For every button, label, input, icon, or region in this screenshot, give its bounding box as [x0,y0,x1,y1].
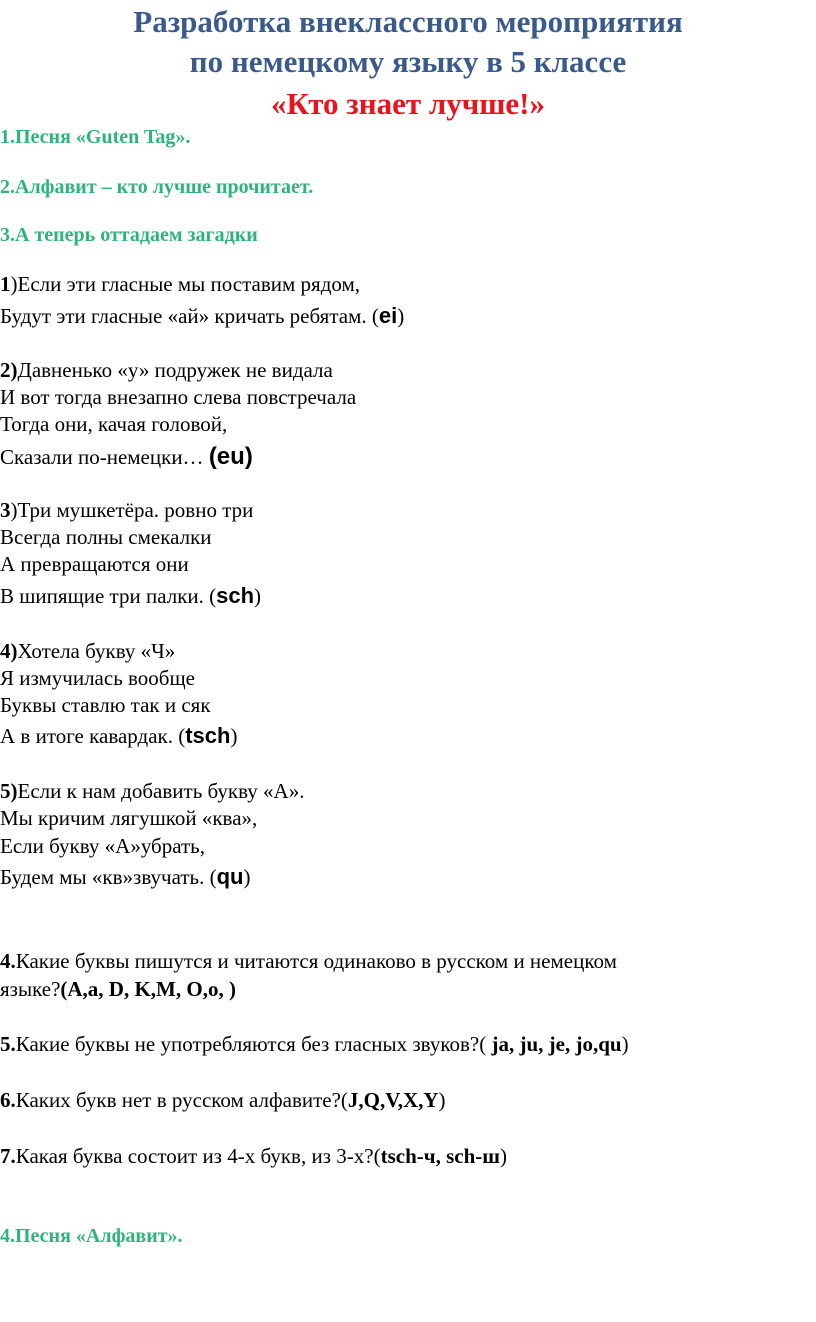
question-6-answer: J,Q,V,X,Y [347,1088,439,1112]
riddle-3-line-4: В шипящие три палки. (sch) [0,583,262,608]
riddle-2-line-1: 2)Давненько «у» подружек не видала [0,358,333,382]
riddle-5-line-3: Если букву «А»убрать, [0,834,206,858]
riddle-2-line-2: И вот тогда внезапно слева повстречала [0,385,357,409]
riddle-5-line-1: 5)Если к нам добавить букву «А». [0,779,305,803]
riddle-4-line-3: Буквы ставлю так и сяк [0,693,211,717]
riddle-5-line-2: Мы кричим лягушкой «ква», [0,806,258,830]
riddle-3-answer: sch [216,583,255,608]
question-7-answer: tsch-ч, sch-ш [380,1144,500,1168]
riddle-1-line-2: Будут эти гласные «ай» кричать ребятам. (ei) [0,303,405,328]
riddle-4-number: 4) [0,639,18,663]
riddle-1-line-1: 1)Если эти гласные мы поставим рядом, [0,272,361,296]
question-5-answer: ja, ju, je, jo,qu [491,1032,622,1056]
riddle-2-line-4: Сказали по-немецки… (eu) [0,443,253,470]
riddle-4-line-4: А в итоге кавардак. (tsch) [0,723,238,748]
section-1-heading: 1.Песня «Guten Tag». [0,126,191,148]
riddle-5-line-4: Будем мы «кв»звучать. (qu) [0,864,251,889]
riddle-1-answer: ei [378,303,398,328]
riddle-3-number: 3 [0,498,11,522]
riddle-1-number: 1 [0,272,11,296]
riddle-4-answer: tsch [185,723,231,748]
page-title-line-1: Разработка внеклассного мероприятия [133,4,683,39]
question-4-line-2: языке?(A,a, D, K,M, O,o, ) [0,977,236,1001]
page-title-line-2: по немецкому языку в 5 классе [189,44,627,79]
riddle-3-line-3: А превращаются они [0,552,189,576]
question-7: 7.Какая буква состоит из 4-х букв, из 3-х?(tsch-ч, sch-ш) [0,1144,507,1168]
riddle-2-number: 2) [0,358,18,382]
question-4-answer: (A,a, D, K,M, O,o, ) [60,977,236,1001]
riddle-5-answer: qu [216,864,244,889]
question-6-number: 6. [0,1088,16,1112]
riddle-2-line-3: Тогда они, качая головой, [0,412,228,436]
section-3-heading: 3.А теперь оттадаем загадки [0,224,258,246]
question-5: 5.Какие буквы не употребляются без гласных звуков?( ja, ju, je, jo,qu) [0,1032,629,1056]
riddle-5-number: 5) [0,779,18,803]
riddle-4-line-2: Я измучилась вообще [0,666,195,690]
question-5-number: 5. [0,1032,16,1056]
riddle-3-line-1: 3)Три мушкетёра. ровно три [0,498,254,522]
question-6: 6.Каких букв нет в русском алфавите?(J,Q,V,X,Y) [0,1088,446,1112]
riddle-2-answer: (eu) [208,443,253,470]
page-title-line-3: «Кто знает лучше!» [271,86,545,121]
question-4-number: 4. [0,949,16,973]
riddle-3-line-2: Всегда полны смекалки [0,525,212,549]
question-4-line-1: 4.Какие буквы пишутся и читаются одинаково в русском и немецком [0,949,617,973]
section-4-heading: 4.Песня «Алфавит». [0,1225,183,1247]
riddle-4-line-1: 4)Хотела букву «Ч» [0,639,176,663]
section-2-heading: 2.Алфавит – кто лучше прочитает. [0,176,314,198]
question-7-number: 7. [0,1144,16,1168]
